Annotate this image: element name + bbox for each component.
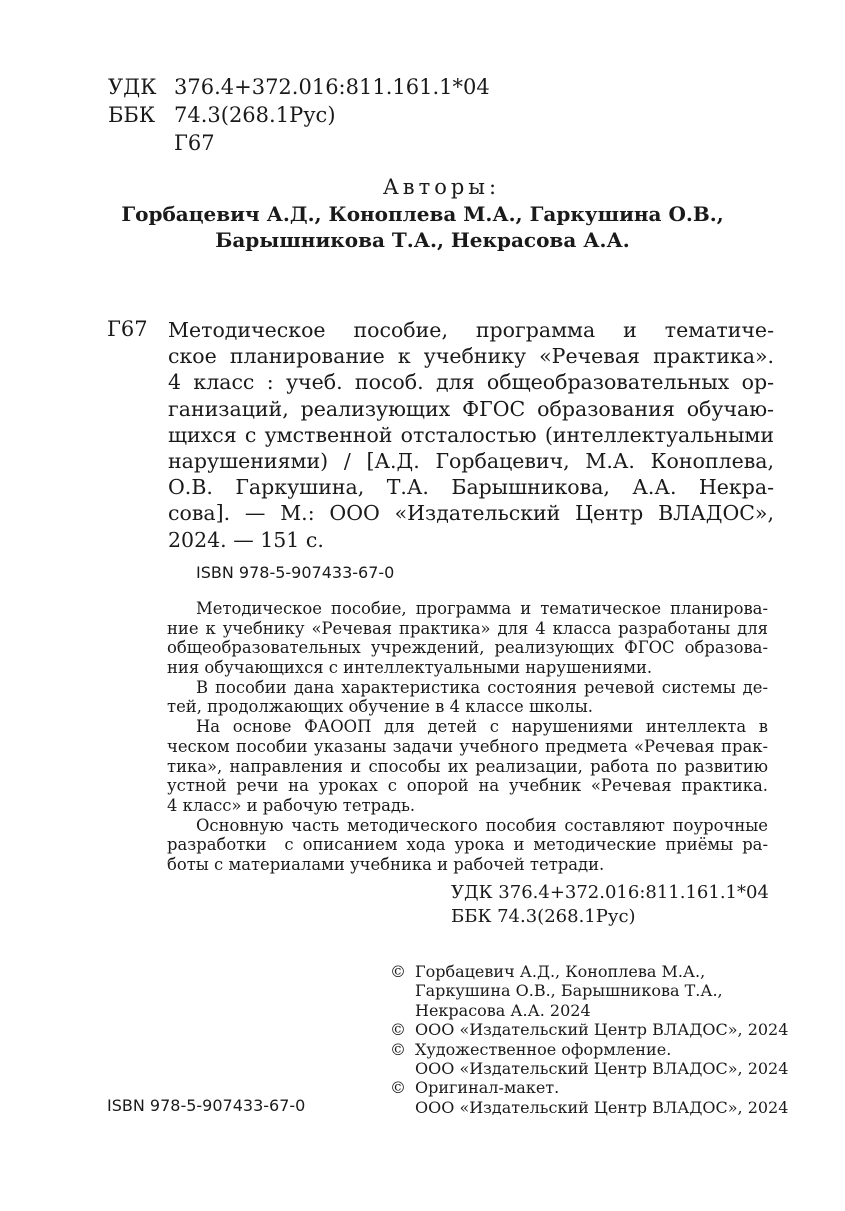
annotation-line: 4 класс» и рабочую тетрадь. — [167, 795, 416, 815]
annotation-line: устной речи на уроках с опорой на учебник «Речевая практика. — [167, 776, 768, 796]
copyright-line: ООО «Издательский Центр ВЛАДОС», 2024 — [415, 1097, 789, 1117]
copyright-icon: © — [390, 1020, 406, 1040]
annotation-line: На основе ФАООП для детей с нарушениями интеллекта в — [196, 717, 768, 737]
bibliographic-entry — [168, 317, 774, 553]
author-mark: Г67 — [174, 131, 215, 155]
annotation-line: тей, продолжающих обучение в 4 классе школы. — [167, 697, 593, 717]
annotation-line: боты с материалами учебника и рабочей тетради. — [167, 854, 605, 874]
annotation-line: общеобразовательных учреждений, реализующих ФГОС образова- — [167, 638, 768, 658]
entry-line: Методическое пособие, программа и тематиче- — [168, 318, 774, 342]
authors-heading: Авторы: — [382, 175, 501, 199]
copyright-line: Гаркушина О.В., Барышникова Т.А., — [415, 981, 723, 1001]
copyright-icon: © — [390, 1039, 406, 1059]
copyright-block — [390, 962, 810, 1122]
annotation-line: ческом пособии указаны задачи учебного предмета «Речевая прак- — [167, 736, 768, 756]
authors-line-2: Барышникова Т.А., Некрасова А.А. — [215, 228, 630, 252]
copyright-icon: © — [390, 962, 406, 981]
annotation-line: разработки с описанием хода урока и методические приёмы ра- — [167, 835, 768, 855]
annotation-line: ния обучающихся с интеллектуальными нарушениями. — [167, 658, 653, 678]
annotation — [167, 599, 768, 875]
copyright-line: Художественное оформление. — [415, 1039, 672, 1059]
copyright-icon: © — [390, 1078, 406, 1098]
bbk-bottom: ББК 74.3(268.1Рус) — [451, 906, 636, 927]
annotation-line: В пособии дана характеристика состояния речевой системы де- — [196, 677, 768, 697]
entry-line: ское планирование к учебнику «Речевая практика». — [168, 344, 774, 369]
entry-line: ганизаций, реализующих ФГОС образования обучаю- — [168, 396, 774, 421]
copyright-line: ООО «Издательский Центр ВЛАДОС», 2024 — [415, 1059, 789, 1078]
annotation-line: тика», направления и способы их реализации, работа по развитию — [167, 756, 768, 776]
copyright-line: Оригинал-макет. — [415, 1078, 560, 1098]
copyright-line: Некрасова А.А. 2024 — [415, 1000, 591, 1020]
udk-value: 376.4+372.016:811.161.1*04 — [174, 75, 490, 99]
entry-line: сова]. — М.: ООО «Издательский Центр ВЛАДОС», — [168, 501, 774, 526]
annotation-line: Основную часть методического пособия составляют поурочные — [196, 815, 768, 835]
bbk-label: ББК — [108, 103, 156, 127]
entry-line: О.В. Гаркушина, Т.А. Барышникова, А.А. Некра- — [168, 475, 774, 500]
entry-line: нарушениями) / [А.Д. Горбацевич, М.А. Коноплева, — [168, 448, 774, 473]
annotation-line: ние к учебнику «Речевая практика» для 4 класса разработаны для — [167, 618, 768, 638]
annotation-line: Методическое пособие, программа и тематическое планирова- — [196, 599, 768, 618]
udk-label: УДК — [108, 75, 157, 99]
entry-line: 4 класс : учеб. пособ. для общеобразовательных ор- — [168, 370, 774, 395]
udk-line — [108, 72, 490, 102]
isbn-main: ISBN 978-5-907433-67-0 — [196, 563, 395, 582]
bbk-value: 74.3(268.1Рус) — [174, 103, 336, 127]
udk-bottom: УДК 376.4+372.016:811.161.1*04 — [451, 882, 769, 903]
entry-author-mark: Г67 — [107, 317, 148, 341]
entry-line: щихся с умственной отсталостью (интеллектуальными — [168, 422, 774, 447]
entry-line: 2024. — 151 с. — [168, 527, 324, 552]
authors-line-1: Горбацевич А.Д., Коноплева М.А., Гаркушина О.В., — [121, 202, 724, 226]
isbn-bottom: ISBN 978-5-907433-67-0 — [107, 1096, 306, 1115]
bbk-line — [108, 100, 336, 130]
copyright-line: Горбацевич А.Д., Коноплева М.А., — [415, 962, 706, 981]
copyright-line: ООО «Издательский Центр ВЛАДОС», 2024 — [415, 1020, 789, 1040]
